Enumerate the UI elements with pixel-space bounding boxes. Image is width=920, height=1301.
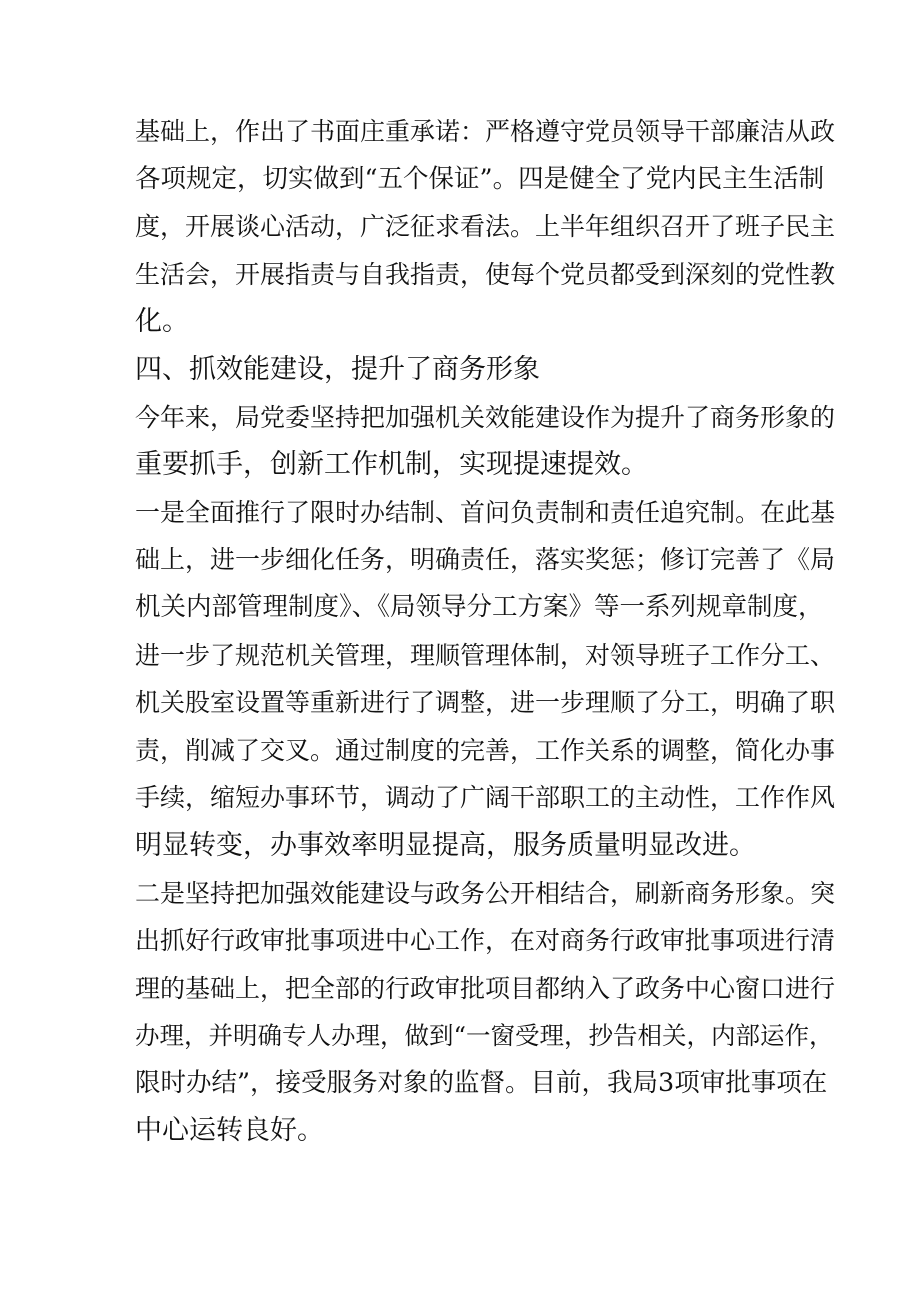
text-line: 各项规定，切实做到“五个保证”。四是健全了党内民主生活制 [135,163,825,194]
section-heading: 四、抓效能建设，提升了商务形象 [135,353,540,385]
text-line: 办理，并明确专人办理，做到“一窗受理，抄告相关，内部运作， [135,1021,834,1051]
text-line: 基础上，作出了书面庄重承诺：严格遵守党员领导干部廉洁从政 [135,117,836,146]
text-line: 进一步了规范机关管理，理顺管理体制，对领导班子工作分工、 [135,640,836,670]
text-line: 度，开展谈心活动，广泛征求看法。上半年组织召开了班子民主 [135,212,836,242]
text-line: 机关内部管理制度》、《局领导分工方案》等一系列规章制度， [135,591,824,622]
document-body [135,108,836,1155]
text-line: 理的基础上，把全部的行政审批项目都纳入了政务中心窗口进行 [135,973,836,1003]
text-line: 限时办结”，接受服务对象的监督。目前，我局3项审批事项在 [135,1067,828,1098]
text-line: 化。 [135,306,189,338]
text-line: 责，削减了交叉。通过制度的完善，工作关系的调整，简化办事 [135,735,836,765]
text-line: 手续，缩短办事环节，调动了广阔干部职工的主动性，工作作风 [135,783,836,813]
text-line: 中心运转良好。 [135,1115,324,1147]
text-line: 生活会，开展指责与自我指责，使每个党员都受到深刻的党性教 [135,259,836,289]
text-line: 机关股室设置等重新进行了调整，进一步理顺了分工，明确了职 [135,688,836,718]
text-line: 二是坚持把加强效能建设与政务公开相结合，刷新商务形象。突 [135,878,836,908]
text-line: 出抓好行政审批事项进中心工作，在对商务行政审批事项进行清 [135,926,836,956]
text-line: 一是全面推行了限时办结制、首问负责制和责任追究制。在此基 [135,497,836,527]
text-line: 今年来，局党委坚持把加强机关效能建设作为提升了商务形象的 [135,402,836,432]
text-line: 明显转变，办事效率明显提高，服务质量明显改进。 [135,829,756,861]
text-line: 础上，进一步细化任务，明确责任，落实奖惩；修订完善了《局 [135,545,836,575]
text-line: 重要抓手，创新工作机制，实现提速提效。 [135,449,648,481]
